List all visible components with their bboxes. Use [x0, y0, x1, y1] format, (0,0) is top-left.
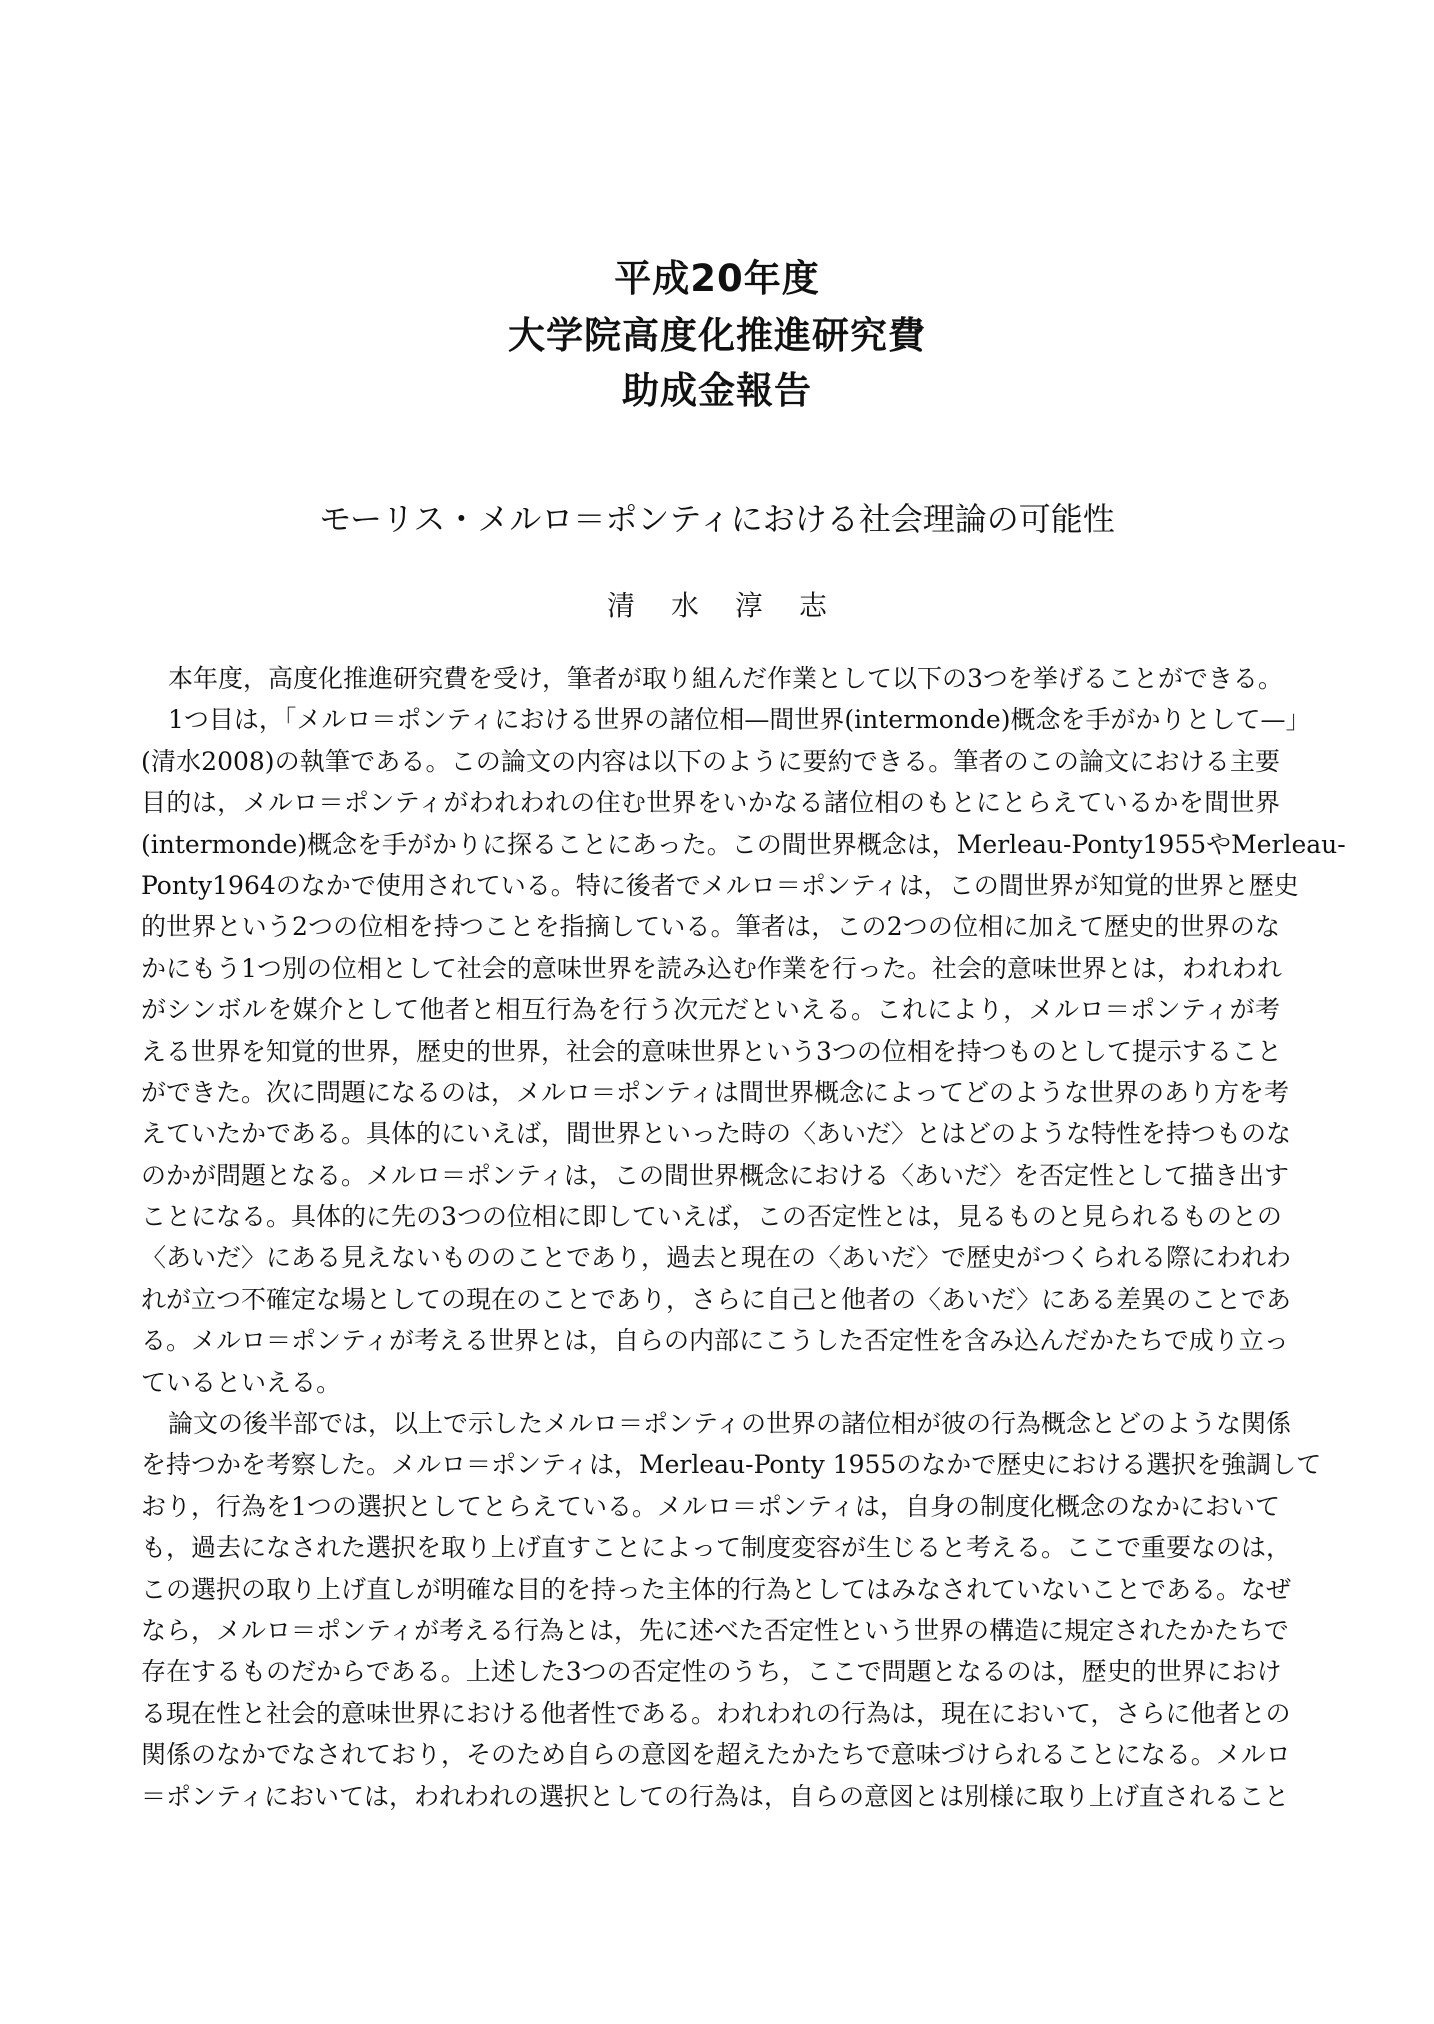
text-line: (intermonde)概念を手がかりに探ることにあった。この間世界概念は，Merleau-Ponty1955やMerleau-: [141, 829, 1346, 859]
report-title-type: 助成金報告: [622, 369, 812, 412]
text-line: 本年度，高度化推進研究費を受け，筆者が取り組んだ作業として以下の3つを挙げることができる。: [168, 664, 1283, 693]
paragraph: [141, 1403, 1322, 1817]
text-line: ができた。次に問題になるのは，メルロ＝ポンティは間世界概念によってどのような世界のあり方を考: [141, 1077, 1290, 1107]
text-line: る。メルロ＝ポンティが考える世界とは，自らの内部にこうした否定性を含み込んだかたちで成り立っ: [141, 1326, 1289, 1356]
text-line: えていたかである。具体的にいえば，間世界といった時の〈あいだ〉とはどのような特性を持つものな: [141, 1119, 1292, 1149]
text-line: 的世界という2つの位相を持つことを指摘している。筆者は，この2つの位相に加えて歴史的世界のな: [141, 912, 1280, 942]
text-line: がシンボルを媒介として他者と相互行為を行う次元だといえる。これにより，メルロ＝ポンティが考: [141, 995, 1280, 1025]
text-line: Ponty1964のなかで使用されている。特に後者でメルロ＝ポンティは，この間世界が知覚的世界と歴史: [141, 870, 1299, 900]
text-line: も，過去になされた選択を取り上げ直すことによって制度変容が生じると考える。ここで重要なのは，: [141, 1533, 1292, 1563]
report-title-program: 大学院高度化推進研究費: [508, 314, 926, 357]
author-char: 志: [799, 589, 828, 622]
text-line: おり，行為を1つの選択としてとらえている。メルロ＝ポンティは，自身の制度化概念のなかにおいて: [141, 1491, 1280, 1521]
paragraph: [141, 658, 1283, 699]
text-line: 〈あいだ〉にある見えないもののことであり，過去と現在の〈あいだ〉で歴史がつくられる際にわれわ: [141, 1243, 1292, 1273]
text-line: 存在するものだからである。上述した3つの否定性のうち，ここで問題となるのは，歴史的世界におけ: [141, 1657, 1282, 1687]
text-line: (清水2008)の執筆である。この論文の内容は以下のように要約できる。筆者のこの論文における主要: [141, 746, 1280, 776]
author-char: 水: [670, 589, 699, 622]
text-line: のかが問題となる。メルロ＝ポンティは，この間世界概念における〈あいだ〉を否定性として描き出す: [141, 1160, 1290, 1190]
text-line: この選択の取り上げ直しが明確な目的を持った主体的行為としてはみなされていないことである。なぜ: [141, 1574, 1292, 1604]
paper-subtitle: モーリス・メルロ＝ポンティにおける社会理論の可能性: [319, 500, 1115, 538]
text-line: を持つかを考察した。メルロ＝ポンティは，Merleau-Ponty 1955のなかで歴史における選択を強調して: [141, 1450, 1322, 1480]
paragraph: [141, 699, 1346, 1403]
text-line: 目的は，メルロ＝ポンティがわれわれの住む世界をいかなる諸位相のもとにとらえているかを間世界: [141, 788, 1280, 818]
text-line: れが立つ不確定な場としての現在のことであり，さらに自己と他者の〈あいだ〉にある差異のことであ: [141, 1284, 1292, 1314]
author-char: 淳: [735, 589, 764, 622]
author-name: [0, 584, 1434, 624]
body-text: [141, 658, 1346, 1817]
text-line: 論文の後半部では，以上で示したメルロ＝ポンティの世界の諸位相が彼の行為概念とどのような関係: [168, 1409, 1292, 1439]
text-line: 関係のなかでなされており，そのため自らの意図を超えたかたちで意味づけられることになる。メルロ: [141, 1740, 1291, 1770]
text-line: ことになる。具体的に先の3つの位相に即していえば，この否定性とは，見るものと見られるものとの: [141, 1202, 1282, 1232]
text-line: なら，メルロ＝ポンティが考える行為とは，先に述べた否定性という世界の構造に規定されたかたちで: [141, 1615, 1289, 1645]
text-line: 1つ目は，「メルロ＝ポンティにおける世界の諸位相—間世界(intermonde)概念を手がかりとして—」: [168, 705, 1311, 735]
text-line: ているといえる。: [141, 1367, 342, 1397]
text-line: える世界を知覚的世界，歴史的世界，社会的意味世界という3つの位相を持つものとして提示すること: [141, 1036, 1282, 1066]
report-title-year: 平成20年度: [614, 257, 820, 300]
text-line: る現在性と社会的意味世界における他者性である。われわれの行為は，現在において，さらに他者との: [141, 1698, 1291, 1728]
text-line: かにもう1つ別の位相として社会的意味世界を読み込む作業を行った。社会的意味世界とは，われわれ: [141, 953, 1282, 983]
author-char: 清: [606, 589, 635, 622]
text-line: ＝ポンティにおいては，われわれの選択としての行為は，自らの意図とは別様に取り上げ直されること: [141, 1781, 1290, 1811]
